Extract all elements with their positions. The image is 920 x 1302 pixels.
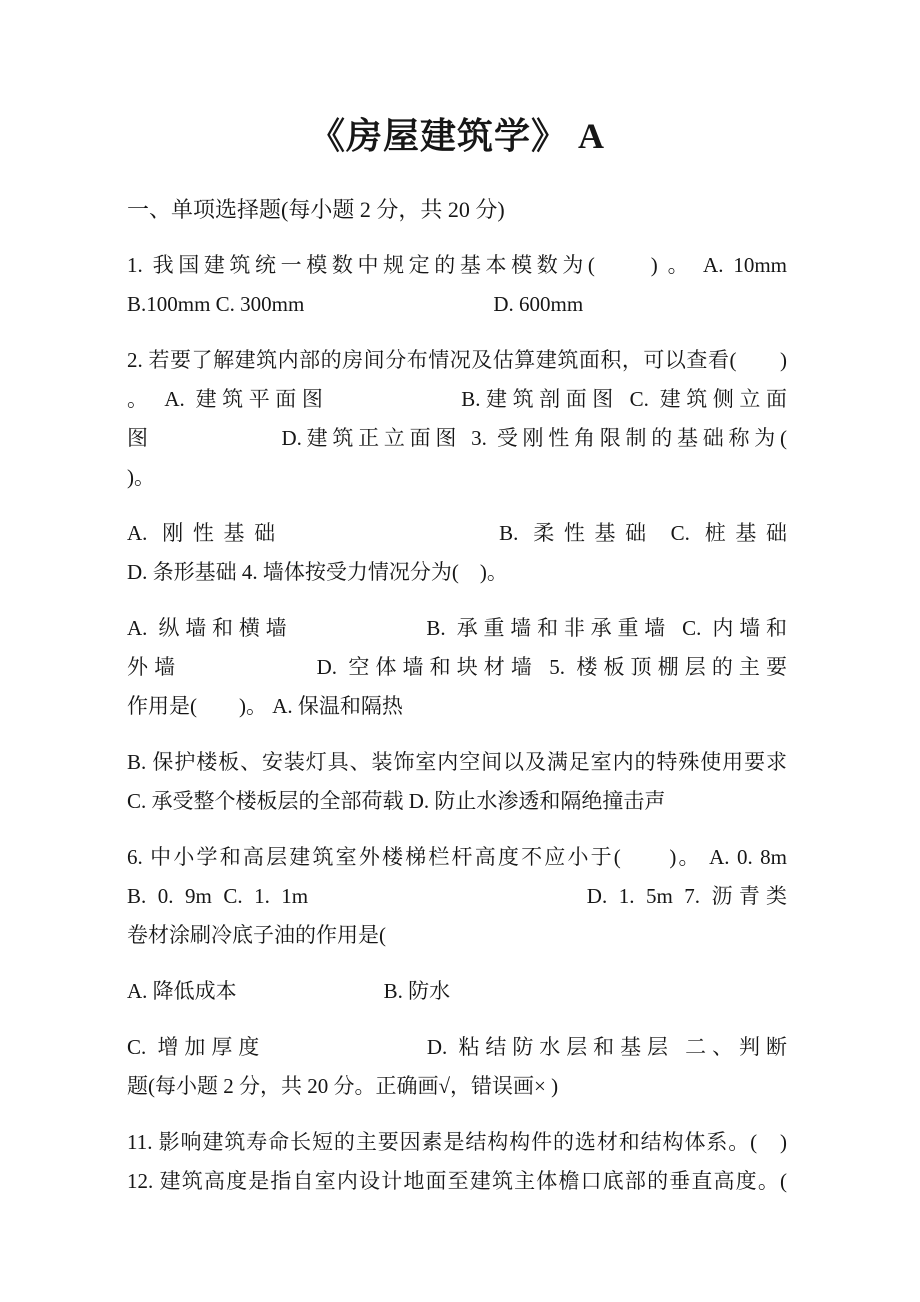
q6-options-bcd-q7-stem: B. 0. 9m C. 1. 1m D. 1. 5m 7. 沥青类: [127, 884, 787, 908]
q3-options-abc: A. 刚性基础 B. 柔性基础 C. 桩基础: [127, 521, 787, 545]
q4-options-abc: A. 纵墙和横墙 B. 承重墙和非承重墙 C. 内墙和: [127, 616, 787, 640]
q3-option-d-q4-stem: D. 条形基础 4. 墙体按受力情况分为( )。: [127, 560, 508, 584]
question-6-7: [127, 838, 787, 955]
question-1: [127, 246, 787, 324]
q2-stem: 2. 若要了解建筑内部的房间分布情况及估算建筑面积，可以查看( ): [127, 348, 787, 372]
q7-options-cd-section-2-heading: C. 增加厚度 D. 粘结防水层和基层 二、判断: [127, 1035, 787, 1059]
q12-stem: 12. 建筑高度是指自室内设计地面至建筑主体檐口底部的垂直高度。(: [127, 1169, 787, 1193]
question-2-3: [127, 341, 787, 497]
question-7-options-ab: [127, 972, 787, 1011]
q11-stem: 11. 影响建筑寿命长短的主要因素是结构构件的选材和结构体系。( ): [127, 1130, 787, 1154]
judgment-questions: [127, 1123, 787, 1201]
question-3-options-question-4: [127, 514, 787, 592]
question-5-options: [127, 743, 787, 821]
q4-option-d-q5-stem: 外墙 D. 空体墙和块材墙 5. 楼板顶棚层的主要: [127, 655, 787, 679]
question-7-options-cd-section-2: [127, 1028, 787, 1106]
page-title: 《房屋建筑学》 A: [309, 116, 605, 156]
q6-stem-option-a: 6. 中小学和高层建筑室外楼梯栏杆高度不应小于( )。 A. 0. 8m: [127, 845, 787, 869]
q3-stem-end: )。: [127, 465, 155, 489]
q2-options-abc: 。 A. 建筑平面图 B.建筑剖面图 C. 建筑侧立面: [127, 387, 787, 411]
question-4-options-question-5: [127, 609, 787, 726]
q1-options-bcd: B.100mm C. 300mm D. 600mm: [127, 292, 584, 316]
section-1-heading-text: 一、单项选择题(每小题 2 分，共 20 分): [127, 197, 505, 222]
q5-stem-end-option-a: 作用是( )。 A. 保温和隔热: [127, 694, 403, 718]
section-2-heading-continued: 题(每小题 2 分，共 20 分。正确画√，错误画× ): [127, 1074, 559, 1098]
q5-option-b: B. 保护楼板、安装灯具、装饰室内空间以及满足室内的特殊使用要求: [127, 750, 787, 774]
q2-option-d-q3-stem: 图 D.建筑正立面图 3. 受刚性角限制的基础称为(: [127, 426, 787, 450]
q7-options-ab: A. 降低成本 B. 防水: [127, 979, 451, 1003]
q5-options-cd: C. 承受整个楼板层的全部荷载 D. 防止水渗透和隔绝撞击声: [127, 789, 666, 813]
section-1-heading: [127, 190, 787, 229]
q1-stem-option-a: 1. 我国建筑统一模数中规定的基本模数为( ) 。 A. 10mm: [127, 253, 787, 277]
q7-stem-end: 卷材涂刷冷底子油的作用是(: [127, 923, 386, 947]
